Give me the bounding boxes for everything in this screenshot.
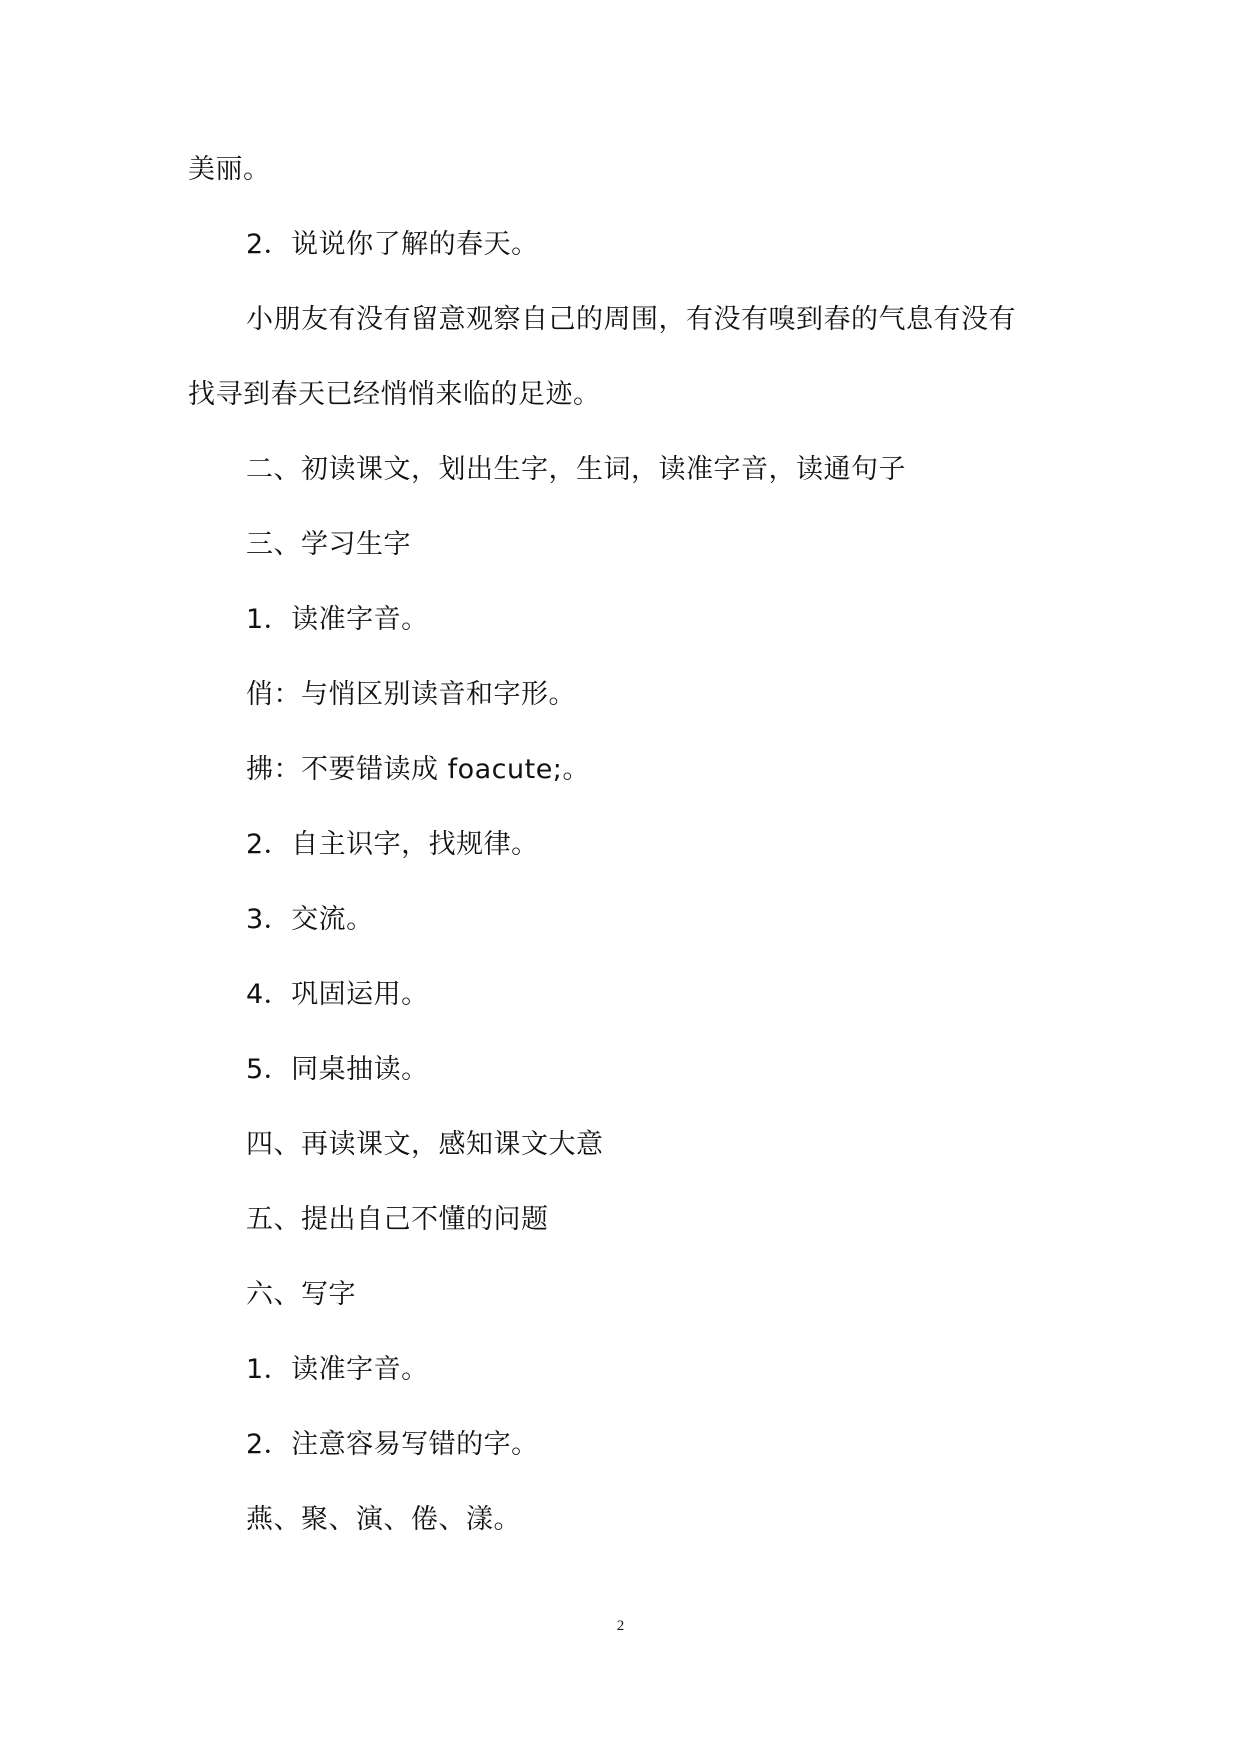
list-item: 4．巩固运用。 xyxy=(246,979,429,1010)
list-item: 燕、聚、演、倦、漾。 xyxy=(246,1504,521,1535)
list-item: 俏：与悄区别读音和字形。 xyxy=(246,679,576,710)
section-heading-3: 三、学习生字 xyxy=(246,529,411,560)
list-item: 3．交流。 xyxy=(246,904,374,935)
section-heading-4: 四、再读课文，感知课文大意 xyxy=(246,1129,604,1160)
section-heading-6: 六、写字 xyxy=(246,1279,356,1310)
list-item: 1．读准字音。 xyxy=(246,604,429,635)
section-heading-2: 二、初读课文，划出生字，生词，读准字音，读通句子 xyxy=(246,454,906,485)
list-item: 5．同桌抽读。 xyxy=(246,1054,429,1085)
list-item: 2．自主识字，找规律。 xyxy=(246,829,539,860)
list-item: 拂：不要错读成 foacute;。 xyxy=(246,754,590,785)
section-heading-5: 五、提出自己不懂的问题 xyxy=(246,1204,549,1235)
list-item: 1．读准字音。 xyxy=(246,1354,429,1385)
paragraph-2: 2．说说你了解的春天。 xyxy=(246,229,539,260)
paragraph-3-continued: 找寻到春天已经悄悄来临的足迹。 xyxy=(188,379,601,410)
page-number: 2 xyxy=(616,1618,625,1634)
list-item: 2．注意容易写错的字。 xyxy=(246,1429,539,1460)
paragraph-3: 小朋友有没有留意观察自己的周围，有没有嗅到春的气息有没有 xyxy=(246,304,1016,335)
paragraph-1: 美丽。 xyxy=(188,154,271,185)
